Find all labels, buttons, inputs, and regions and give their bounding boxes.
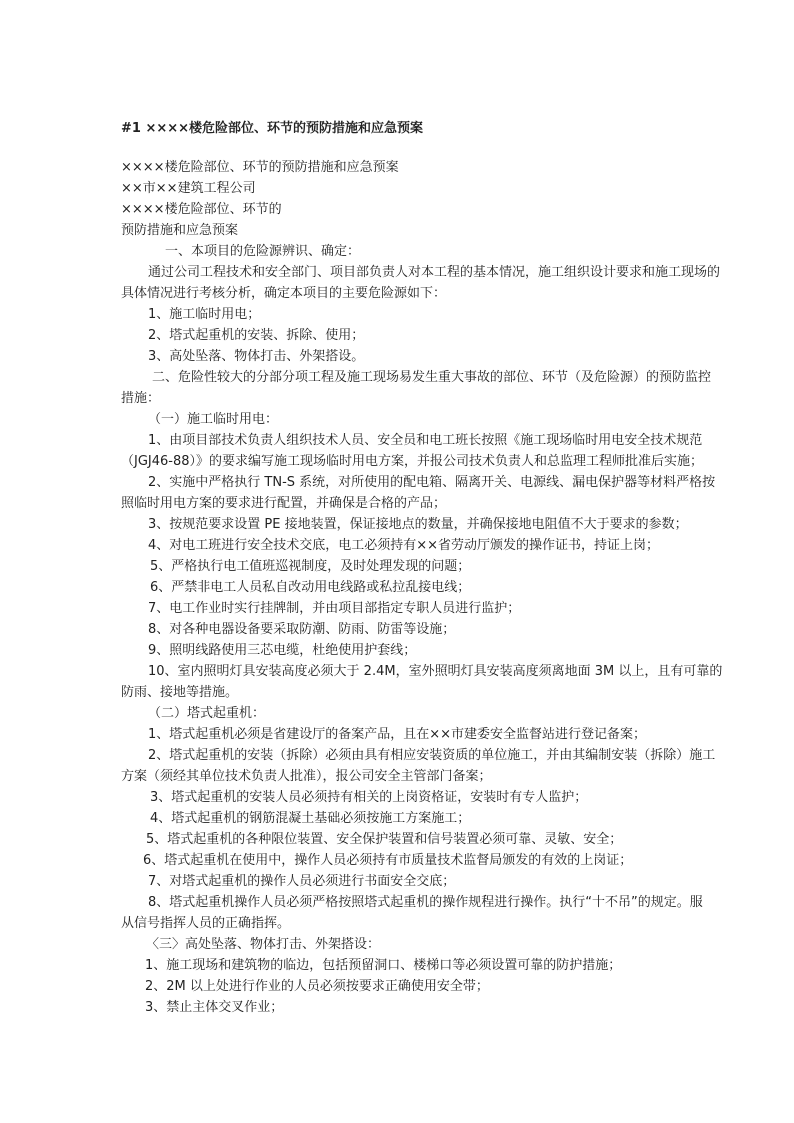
list-item: 8、对各种电器设备要采取防潮、防雨、防雷等设施；: [148, 622, 456, 637]
document-title: #1 ××××楼危险部位、环节的预防措施和应急预案: [121, 121, 424, 136]
list-item: 5、塔式起重机的各种限位装置、安全保护装置和信号装置必须可靠、灵敏、安全；: [146, 832, 623, 847]
list-item: 3、按规范要求设置 PE 接地装置，保证接地点的数量，并确保接地电阻值不大于要求的参数；: [148, 517, 688, 532]
list-item: 2、塔式起重机的安装、拆除、使用；: [148, 328, 365, 343]
list-item: 10、室内照明灯具安装高度必须大于 2.4M，室外照明灯具安装高度须离地面 3M 以上，且有可靠的: [148, 664, 723, 679]
header-line: ××市××建筑工程公司: [121, 181, 256, 196]
section-heading: 一、本项目的危险源辨识、确定：: [165, 244, 361, 259]
list-item: 3、禁止主体交叉作业；: [145, 1000, 284, 1015]
subsection-heading: （二）塔式起重机：: [148, 706, 266, 721]
header-line: 预防措施和应急预案: [121, 223, 239, 238]
header-line: ××××楼危险部位、环节的预防措施和应急预案: [121, 160, 399, 175]
list-item: 9、照明线路使用三芯电缆，杜绝使用护套线；: [148, 643, 417, 658]
list-item: 防雨、接地等措施。: [121, 685, 239, 700]
list-item: 6、塔式起重机在使用中，操作人员必须持有市质量技术监督局颁发的有效的上岗证；: [143, 853, 633, 868]
section-heading: 措施：: [121, 391, 161, 406]
subsection-heading: 〈三〉高处坠落、物体打击、外架搭设：: [146, 937, 381, 952]
header-line: ××××楼危险部位、环节的: [121, 202, 282, 217]
list-item: 1、施工现场和建筑物的临边，包括预留洞口、楼梯口等必须设置可靠的防护措施；: [145, 958, 622, 973]
list-item: 1、由项目部技术负责人组织技术人员、安全员和电工班长按照《施工现场临时用电安全技术规范: [148, 433, 703, 448]
subsection-heading: （一）施工临时用电：: [148, 412, 279, 427]
list-item: 从信号指挥人员的正确指挥。: [121, 916, 291, 931]
list-item: 3、高处坠落、物体打击、外架搭设。: [148, 349, 365, 364]
list-item: 方案（须经其单位技术负责人批准），报公司安全主管部门备案；: [121, 769, 492, 784]
list-item: 1、塔式起重机必须是省建设厅的备案产品，且在××市建委安全监督站进行登记备案；: [148, 727, 647, 742]
list-item: 1、施工临时用电；: [148, 307, 261, 322]
list-item: 5、严格执行电工值班巡视制度，及时处理发现的问题；: [150, 559, 471, 574]
paragraph-line: 通过公司工程技术和安全部门、项目部负责人对本工程的基本情况，施工组织设计要求和施工现场的: [148, 265, 721, 280]
paragraph-line: 具体情况进行考核分析，确定本项目的主要危险源如下：: [121, 286, 447, 301]
list-item: 2、实施中严格执行 TN-S 系统，对所使用的配电箱、隔离开关、电源线、漏电保护器等材料严格按: [148, 475, 716, 490]
list-item: 2、塔式起重机的安装（拆除）必须由具有相应安装资质的单位施工，并由其编制安装（拆除）施工: [148, 748, 716, 763]
section-heading: 二、危险性较大的分部分项工程及施工现场易发生重大事故的部位、环节（及危险源）的预防监控: [152, 370, 712, 385]
list-item: 6、严禁非电工人员私自改动用电线路或私拉乱接电线；: [150, 580, 471, 595]
list-item: 4、塔式起重机的钢筋混凝土基础必须按施工方案施工；: [150, 811, 471, 826]
list-item: 3、塔式起重机的安装人员必须持有相关的上岗资格证，安装时有专人监护；: [150, 790, 588, 805]
list-item: 4、对电工班进行安全技术交底，电工必须持有××省劳动厅颁发的操作证书，持证上岗；: [148, 538, 660, 553]
list-item: （JGJ46-88）》的要求编写施工现场临时用电方案，并报公司技术负责人和总监理工程师批准后实施；: [121, 454, 704, 469]
list-item: 照临时用电方案的要求进行配置，并确保是合格的产品；: [121, 496, 447, 511]
list-item: 2、2M 以上处进行作业的人员必须按要求正确使用安全带；: [145, 979, 489, 994]
list-item: 7、对塔式起重机的操作人员必须进行书面安全交底；: [148, 874, 456, 889]
list-item: 8、塔式起重机操作人员必须严格按照塔式起重机的操作规程进行操作。执行“十不吊”的规定。服: [148, 895, 703, 910]
list-item: 7、电工作业时实行挂牌制，并由项目部指定专职人员进行监护；: [148, 601, 521, 616]
